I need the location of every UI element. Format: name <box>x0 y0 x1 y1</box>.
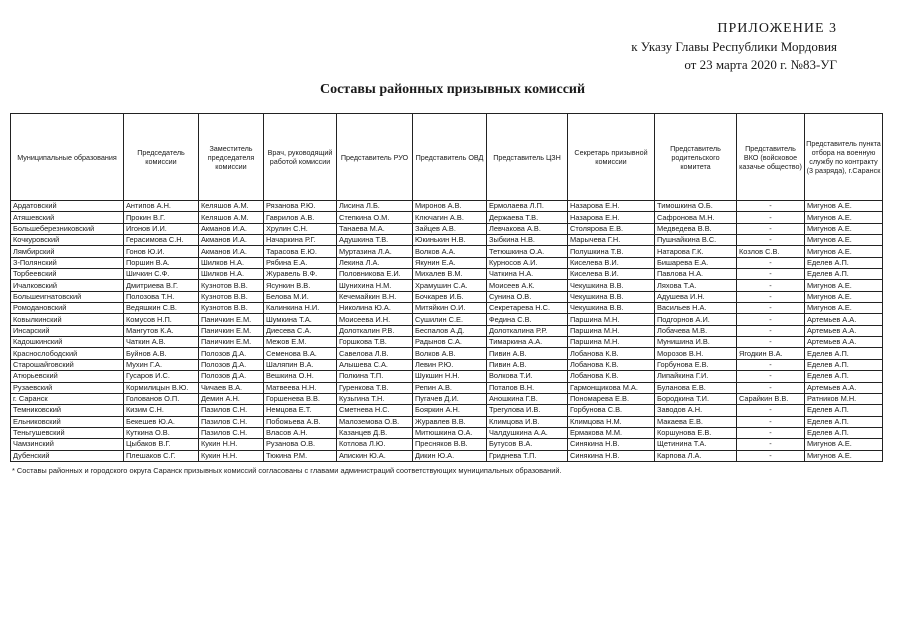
table-cell: Кечемайкин В.Н. <box>337 291 413 302</box>
table-cell: Мигунов А.Е. <box>805 201 883 212</box>
table-row <box>11 291 883 302</box>
table-cell: Акманов И.А. <box>199 223 264 234</box>
table-cell: Диесева С.А. <box>264 325 337 336</box>
table-row <box>11 348 883 359</box>
table-cell: Тетюшкина О.А. <box>487 246 568 257</box>
table-cell: Пазилов С.Н. <box>199 416 264 427</box>
table-row <box>11 427 883 438</box>
municipality-cell: Атяшевский <box>11 212 124 223</box>
table-cell: Пушнайкина В.С. <box>655 235 737 246</box>
table-cell: Чалдушкина А.А. <box>487 427 568 438</box>
table-cell: Потапов В.Н. <box>487 382 568 393</box>
table-cell: Побожьева А.В. <box>264 416 337 427</box>
table-cell: Мигунов А.Е. <box>805 291 883 302</box>
table-cell: Пресняков В.В. <box>413 439 487 450</box>
table-cell: Матвеева Н.Н. <box>264 382 337 393</box>
table-cell: Полозова Т.Н. <box>124 291 199 302</box>
table-cell: Артемьев А.А. <box>805 325 883 336</box>
municipality-cell: Атюрьевский <box>11 371 124 382</box>
table-cell: Морозов В.Н. <box>655 348 737 359</box>
table-cell: Пазилов С.Н. <box>199 405 264 416</box>
column-header: Представитель родительского комитета <box>655 114 737 201</box>
table-cell: Синякина Н.В. <box>568 439 655 450</box>
table-cell: Мигунов А.Е. <box>805 223 883 234</box>
table-cell: Дикин Ю.А. <box>413 450 487 461</box>
table-cell: Горбунова С.В. <box>568 405 655 416</box>
table-row <box>11 325 883 336</box>
municipality-cell: Ельниковский <box>11 416 124 427</box>
table-cell: Ясункин В.В. <box>264 280 337 291</box>
table-cell: Чичаев В.А. <box>199 382 264 393</box>
municipality-cell: Старошайговский <box>11 359 124 370</box>
table-cell: Танаева М.А. <box>337 223 413 234</box>
table-cell: - <box>737 427 805 438</box>
table-cell: Лобанова К.В. <box>568 348 655 359</box>
column-header: Представитель РУО <box>337 114 413 201</box>
table-row <box>11 235 883 246</box>
table-cell: Якунин Е.А. <box>413 257 487 268</box>
table-cell: - <box>737 450 805 461</box>
table-cell: Келяшов А.М. <box>199 201 264 212</box>
table-cell: Моисеева И.Н. <box>337 314 413 325</box>
table-cell: Рязанова Р.Ю. <box>264 201 337 212</box>
table-cell: Мигунов А.Е. <box>805 246 883 257</box>
table-cell: Еделев А.П. <box>805 348 883 359</box>
table-cell: Ермакова М.М. <box>568 427 655 438</box>
table-cell: Климцова И.В. <box>487 416 568 427</box>
table-cell: Адушкина Т.В. <box>337 235 413 246</box>
table-cell: Куткина О.В. <box>124 427 199 438</box>
table-cell: Еделев А.П. <box>805 416 883 427</box>
table-row <box>11 337 883 348</box>
table-cell: Антипов А.Н. <box>124 201 199 212</box>
table-cell: Хрулин С.Н. <box>264 223 337 234</box>
table-cell: Левин Р.Ю. <box>413 359 487 370</box>
table-cell: - <box>737 235 805 246</box>
column-header: Представитель ЦЗН <box>487 114 568 201</box>
table-cell: Сарайкин В.В. <box>737 393 805 404</box>
table-cell: - <box>737 439 805 450</box>
column-header: Представитель пункта отбора на военную службу по контракту (3 разряда), г.Саранск <box>805 114 883 201</box>
table-cell: Киселева В.И. <box>568 257 655 268</box>
table-cell: Шилков Н.А. <box>199 269 264 280</box>
table-cell: Малоземова О.В. <box>337 416 413 427</box>
table-cell: Чаткина Н.А. <box>487 269 568 280</box>
table-cell: Пазилов С.Н. <box>199 427 264 438</box>
table-cell: Зайцев А.В. <box>413 223 487 234</box>
table-cell: Полкина Т.П. <box>337 371 413 382</box>
table-cell: Шумкина Т.А. <box>264 314 337 325</box>
table-cell: Пономарева Е.В. <box>568 393 655 404</box>
table-cell: Кузнотов В.В. <box>199 303 264 314</box>
table-cell: Горшенева В.В. <box>264 393 337 404</box>
table-cell: Тимошкина О.Б. <box>655 201 737 212</box>
table-cell: Сушилин С.Е. <box>413 314 487 325</box>
table-cell: - <box>737 371 805 382</box>
table-cell: Тимаркина А.А. <box>487 337 568 348</box>
table-cell: Демин А.Н. <box>199 393 264 404</box>
table-cell: Храмушин С.А. <box>413 280 487 291</box>
decree-reference: к Указу Главы Республики Мордовия <box>631 39 837 54</box>
column-header: Представитель ВКО (войсковое казачье общество) <box>737 114 805 201</box>
table-cell: - <box>737 280 805 291</box>
table-cell: Бутусов В.А. <box>487 439 568 450</box>
table-cell: Кукин Н.Н. <box>199 450 264 461</box>
table-cell: Гаврилов А.В. <box>264 212 337 223</box>
table-cell: Полозов Д.А. <box>199 348 264 359</box>
municipality-cell: Торбеевский <box>11 269 124 280</box>
municipality-cell: Ичалковский <box>11 280 124 291</box>
table-cell: Шилков Н.А. <box>199 257 264 268</box>
table-cell: Начаркина Р.Г. <box>264 235 337 246</box>
table-cell: Акманов И.А. <box>199 235 264 246</box>
table-row <box>11 246 883 257</box>
table-cell: Алышева С.А. <box>337 359 413 370</box>
table-cell: Секретарева Н.С. <box>487 303 568 314</box>
table-cell: Герасимова С.Н. <box>124 235 199 246</box>
municipality-cell: Лямбирский <box>11 246 124 257</box>
commissions-table <box>10 113 883 462</box>
table-cell: Еделев А.П. <box>805 427 883 438</box>
table-cell: Лобачева М.В. <box>655 325 737 336</box>
table-header-row <box>11 114 883 201</box>
table-cell: Адушева И.Н. <box>655 291 737 302</box>
table-cell: Моисеев А.К. <box>487 280 568 291</box>
municipality-cell: Большеигнатовский <box>11 291 124 302</box>
table-row <box>11 359 883 370</box>
table-cell: Подгорнов А.И. <box>655 314 737 325</box>
table-cell: Кукин Н.Н. <box>199 439 264 450</box>
table-cell: Еделев А.П. <box>805 371 883 382</box>
table-cell: - <box>737 325 805 336</box>
appendix-title: ПРИЛОЖЕНИЕ 3 <box>717 21 837 36</box>
table-cell: Еделев А.П. <box>805 257 883 268</box>
table-cell: - <box>737 269 805 280</box>
table-row <box>11 439 883 450</box>
table-cell: Еделев А.П. <box>805 359 883 370</box>
municipality-cell: Теньгушевский <box>11 427 124 438</box>
table-cell: Котлова Л.Ю. <box>337 439 413 450</box>
table-cell: Половникова Е.И. <box>337 269 413 280</box>
column-header: Представитель ОВД <box>413 114 487 201</box>
table-cell: Сафронова М.Н. <box>655 212 737 223</box>
table-cell: Полозов Д.А. <box>199 359 264 370</box>
table-cell: Еделев А.П. <box>805 405 883 416</box>
table-cell: Мигунов А.Е. <box>805 439 883 450</box>
table-row <box>11 303 883 314</box>
table-cell: Волков А.В. <box>413 348 487 359</box>
table-cell: - <box>737 303 805 314</box>
table-row <box>11 314 883 325</box>
table-cell: Федина С.В. <box>487 314 568 325</box>
table-cell: Горбунова Е.В. <box>655 359 737 370</box>
table-cell: Щетинина Т.А. <box>655 439 737 450</box>
table-cell: Шукшин Н.Н. <box>413 371 487 382</box>
table-row <box>11 405 883 416</box>
table-cell: Марычева Г.Н. <box>568 235 655 246</box>
table-cell: Коршунова Е.В. <box>655 427 737 438</box>
table-cell: Чекушкина В.В. <box>568 291 655 302</box>
table-cell: Бочкарев И.Б. <box>413 291 487 302</box>
table-cell: Лисина Л.Б. <box>337 201 413 212</box>
municipality-cell: г. Саранск <box>11 393 124 404</box>
table-cell: Артемьев А.А. <box>805 382 883 393</box>
municipality-cell: Кадошкинский <box>11 337 124 348</box>
table-cell: Апискин Ю.А. <box>337 450 413 461</box>
municipality-cell: Дубенский <box>11 450 124 461</box>
table-cell: Мигунов А.Е. <box>805 212 883 223</box>
table-cell: Артемьев А.А. <box>805 337 883 348</box>
table-cell: Рябина Е.А. <box>264 257 337 268</box>
table-cell: Сметнева Н.С. <box>337 405 413 416</box>
table-cell: Поршин В.А. <box>124 257 199 268</box>
column-header: Заместитель председателя комиссии <box>199 114 264 201</box>
table-cell: Бородкина Т.И. <box>655 393 737 404</box>
municipality-cell: Рузаевский <box>11 382 124 393</box>
table-cell: Медведева В.В. <box>655 223 737 234</box>
table-cell: - <box>737 201 805 212</box>
table-cell: Трегулова И.В. <box>487 405 568 416</box>
table-cell: Калинкина Н.И. <box>264 303 337 314</box>
municipality-cell: Темниковский <box>11 405 124 416</box>
municipality-cell: Ковылкинский <box>11 314 124 325</box>
table-cell: Кизим С.Н. <box>124 405 199 416</box>
table-cell: Михалев В.М. <box>413 269 487 280</box>
table-row <box>11 393 883 404</box>
table-cell: Мигунов А.Е. <box>805 235 883 246</box>
table-cell: Ляхова Т.А. <box>655 280 737 291</box>
table-cell: Мухин Г.А. <box>124 359 199 370</box>
table-cell: - <box>737 337 805 348</box>
appendix-header <box>437 20 837 74</box>
table-cell: Тюкина Р.М. <box>264 450 337 461</box>
table-cell: Репин А.В. <box>413 382 487 393</box>
table-cell: Держаева Т.В. <box>487 212 568 223</box>
table-cell: Власов А.Н. <box>264 427 337 438</box>
table-cell: Чекушкина В.В. <box>568 280 655 291</box>
table-row <box>11 257 883 268</box>
table-cell: Сунина О.В. <box>487 291 568 302</box>
municipality-cell: З-Полянский <box>11 257 124 268</box>
table-cell: Игонов И.И. <box>124 223 199 234</box>
table-cell: Синякина Н.В. <box>568 450 655 461</box>
municipality-cell: Кочкуровский <box>11 235 124 246</box>
table-cell: Плешаков С.Г. <box>124 450 199 461</box>
table-cell: Буланова Е.В. <box>655 382 737 393</box>
table-row <box>11 212 883 223</box>
table-cell: Миронов А.В. <box>413 201 487 212</box>
table-cell: Немцова Е.Т. <box>264 405 337 416</box>
table-cell: Ключагин А.В. <box>413 212 487 223</box>
table-cell: Прокин В.Г. <box>124 212 199 223</box>
column-header: Врач, руководящий работой комиссии <box>264 114 337 201</box>
municipality-cell: Инсарский <box>11 325 124 336</box>
table-cell: - <box>737 359 805 370</box>
table-cell: Буйнов А.В. <box>124 348 199 359</box>
table-cell: Назарова Е.Н. <box>568 201 655 212</box>
table-cell: Ратников М.Н. <box>805 393 883 404</box>
table-cell: Мигунов А.Е. <box>805 450 883 461</box>
table-cell: Кормилицын В.Ю. <box>124 382 199 393</box>
table-cell: Бояркин А.Н. <box>413 405 487 416</box>
table-cell: Пугачев Д.И. <box>413 393 487 404</box>
table-cell: Климцова Н.М. <box>568 416 655 427</box>
table-cell: Павлова Н.А. <box>655 269 737 280</box>
table-cell: Вешкина О.Н. <box>264 371 337 382</box>
table-cell: Келяшов А.М. <box>199 212 264 223</box>
table-cell: Пивин А.В. <box>487 348 568 359</box>
table-cell: Аношкина Г.В. <box>487 393 568 404</box>
table-row <box>11 269 883 280</box>
table-cell: Кузнотов В.В. <box>199 280 264 291</box>
table-cell: Муртазина Л.А. <box>337 246 413 257</box>
table-cell: Натарова Г.К. <box>655 246 737 257</box>
column-header: Председатель комиссии <box>124 114 199 201</box>
table-cell: Белова М.И. <box>264 291 337 302</box>
table-cell: Голованов О.П. <box>124 393 199 404</box>
table-cell: Паршина М.Н. <box>568 314 655 325</box>
table-cell: - <box>737 405 805 416</box>
table-cell: Мунишина И.В. <box>655 337 737 348</box>
table-cell: Николина Ю.А. <box>337 303 413 314</box>
table-cell: - <box>737 382 805 393</box>
table-cell: Мигунов А.Е. <box>805 280 883 291</box>
table-cell: Долоткалин Р.В. <box>337 325 413 336</box>
table-cell: Дмитриева В.Г. <box>124 280 199 291</box>
table-cell: Журавель В.Ф. <box>264 269 337 280</box>
table-cell: Еделев А.П. <box>805 269 883 280</box>
document-title: Составы районных призывных комиссий <box>319 82 586 97</box>
table-cell: Волкова Т.И. <box>487 371 568 382</box>
municipality-cell: Ардатовский <box>11 201 124 212</box>
table-row <box>11 223 883 234</box>
table-cell: Полушкина Т.В. <box>568 246 655 257</box>
table-cell: Бишарева Е.А. <box>655 257 737 268</box>
table-row <box>11 382 883 393</box>
table-cell: Паршина М.Н. <box>568 337 655 348</box>
table-cell: Лекина Л.А. <box>337 257 413 268</box>
table-cell: Паничкин Е.М. <box>199 337 264 348</box>
table-row <box>11 371 883 382</box>
table-cell: Макаева Е.В. <box>655 416 737 427</box>
table-cell: Столярова Е.В. <box>568 223 655 234</box>
column-header: Секретарь призывной комиссии <box>568 114 655 201</box>
table-cell: Пивин А.В. <box>487 359 568 370</box>
footnote: * Составы районных и городского округа Саранск призывных комиссий согласованы с главами администраций соответствующих муниципальных образований. <box>12 466 562 475</box>
table-cell: Шунихина Н.М. <box>337 280 413 291</box>
table-cell: - <box>737 416 805 427</box>
table-cell: Рузанова О.В. <box>264 439 337 450</box>
municipality-cell: Чамзинский <box>11 439 124 450</box>
table-cell: Полозов Д.А. <box>199 371 264 382</box>
table-cell: Заводов А.Н. <box>655 405 737 416</box>
table-row <box>11 280 883 291</box>
table-cell: - <box>737 257 805 268</box>
table-cell: Бекешев Ю.А. <box>124 416 199 427</box>
table-cell: Ермолаева Л.П. <box>487 201 568 212</box>
table-cell: Гонов Ю.И. <box>124 246 199 257</box>
table-cell: Васильев Н.А. <box>655 303 737 314</box>
table-cell: Кузнотов В.В. <box>199 291 264 302</box>
table-cell: Казанцев Д.В. <box>337 427 413 438</box>
table-cell: Гуренкова Т.В. <box>337 382 413 393</box>
table-cell: Долоткалина Р.Р. <box>487 325 568 336</box>
table-cell: Паршина М.Н. <box>568 325 655 336</box>
table-cell: - <box>737 291 805 302</box>
table-cell: Беспалов А.Д. <box>413 325 487 336</box>
table-cell: Козлов С.В. <box>737 246 805 257</box>
table-cell: Зыбкина Н.В. <box>487 235 568 246</box>
table-cell: Шаляпин В.А. <box>264 359 337 370</box>
table-cell: Курносов А.И. <box>487 257 568 268</box>
table-cell: - <box>737 212 805 223</box>
table-cell: Кузьгина Т.Н. <box>337 393 413 404</box>
table-row <box>11 450 883 461</box>
column-header: Муниципальные образования <box>11 114 124 201</box>
table-cell: Лобанова К.В. <box>568 371 655 382</box>
table-cell: Комусов Н.П. <box>124 314 199 325</box>
municipality-cell: Большеберезниковский <box>11 223 124 234</box>
table-cell: Волков А.А. <box>413 246 487 257</box>
table-cell: Ведяшкин С.В. <box>124 303 199 314</box>
table-body <box>11 201 883 462</box>
table-cell: Назарова Е.Н. <box>568 212 655 223</box>
table-cell: Гусаров И.С. <box>124 371 199 382</box>
table-cell: Радынов С.А. <box>413 337 487 348</box>
table-cell: Мигунов А.Е. <box>805 303 883 314</box>
table-cell: Киселева В.И. <box>568 269 655 280</box>
table-cell: Митяйкин О.И. <box>413 303 487 314</box>
table-cell: Савелова Л.В. <box>337 348 413 359</box>
table-cell: Семенова В.А. <box>264 348 337 359</box>
table-cell: Паничкин Е.М. <box>199 325 264 336</box>
municipality-cell: Краснослободский <box>11 348 124 359</box>
table-cell: Горшкова Т.В. <box>337 337 413 348</box>
table-cell: Паничкин Е.М. <box>199 314 264 325</box>
table-cell: Лобанова К.В. <box>568 359 655 370</box>
table-cell: Шичкин С.Ф. <box>124 269 199 280</box>
table-cell: Юкинькин Н.В. <box>413 235 487 246</box>
table-cell: Тарасова Е.Ю. <box>264 246 337 257</box>
table-row <box>11 416 883 427</box>
decree-date: от 23 марта 2020 г. №83-УГ <box>684 57 837 72</box>
table-cell: - <box>737 223 805 234</box>
table-cell: Липайкина Г.И. <box>655 371 737 382</box>
table-cell: Межов Е.М. <box>264 337 337 348</box>
table-cell: Ягодкин В.А. <box>737 348 805 359</box>
table-cell: Артемьев А.А. <box>805 314 883 325</box>
table-cell: Цыбаков В.Г. <box>124 439 199 450</box>
table-cell: Гармонщикова М.А. <box>568 382 655 393</box>
table-cell: Митюшкина О.А. <box>413 427 487 438</box>
table-cell: Гриднева Т.П. <box>487 450 568 461</box>
table-cell: Чаткин А.В. <box>124 337 199 348</box>
table-cell: Степкина О.М. <box>337 212 413 223</box>
table-cell: Мангутов К.А. <box>124 325 199 336</box>
table-cell: Левчакова А.В. <box>487 223 568 234</box>
table-cell: Акманов И.А. <box>199 246 264 257</box>
table-cell: Журавлев В.В. <box>413 416 487 427</box>
table-cell: - <box>737 314 805 325</box>
table-cell: Карпова Л.А. <box>655 450 737 461</box>
municipality-cell: Ромодановский <box>11 303 124 314</box>
table-row <box>11 201 883 212</box>
table-cell: Чекушкина В.В. <box>568 303 655 314</box>
